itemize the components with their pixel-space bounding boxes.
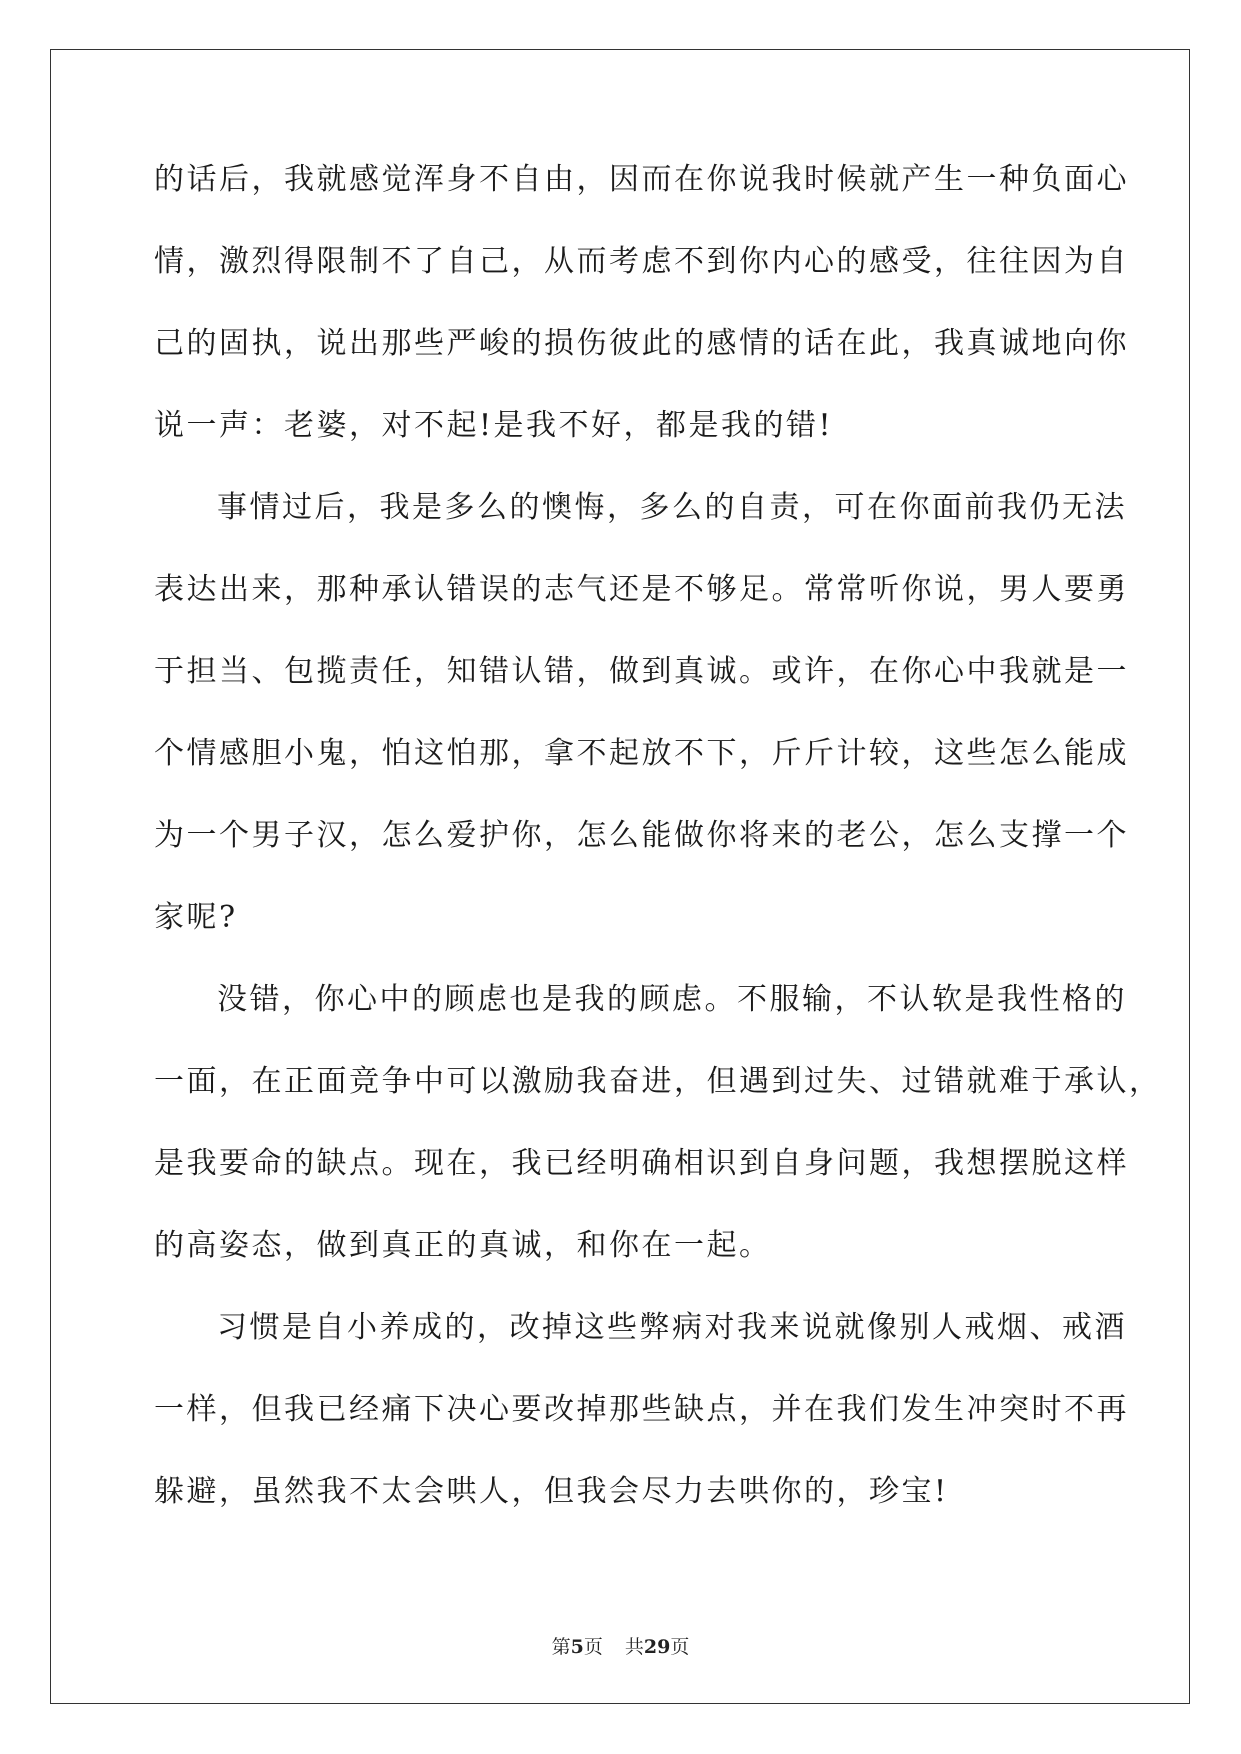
text-line: 个情感胆小鬼，怕这怕那，拿不起放不下，斤斤计较，这些怎么能成 bbox=[154, 736, 1129, 771]
total-suffix: 页 bbox=[670, 1636, 690, 1658]
text-line: 的话后，我就感觉浑身不自由，因而在你说我时候就产生一种负面心 bbox=[154, 162, 1129, 197]
paragraph-first-line: 没错，你心中的顾虑也是我的顾虑。不服输，不认软是我性格的 bbox=[217, 982, 1127, 1017]
total-pages: 29 bbox=[643, 1636, 671, 1658]
page-prefix: 第 bbox=[551, 1636, 571, 1658]
total-prefix: 共 bbox=[624, 1636, 644, 1658]
text-line: 说一声：老婆，对不起!是我不好，都是我的错! bbox=[154, 408, 834, 443]
page-footer bbox=[0, 1632, 1241, 1659]
text-line: 为一个男子汉，怎么爱护你，怎么能做你将来的老公，怎么支撑一个 bbox=[154, 818, 1129, 853]
text-line: 情，激烈得限制不了自己，从而考虑不到你内心的感受，往往因为自 bbox=[154, 244, 1129, 279]
text-line: 于担当、包揽责任，知错认错，做到真诚。或许，在你心中我就是一 bbox=[154, 654, 1129, 689]
text-line: 一面，在正面竞争中可以激励我奋进，但遇到过失、过错就难于承认， bbox=[154, 1064, 1162, 1099]
text-line: 是我要命的缺点。现在，我已经明确相识到自身问题，我想摆脱这样 bbox=[154, 1146, 1129, 1181]
text-line: 的高姿态，做到真正的真诚，和你在一起。 bbox=[154, 1228, 772, 1263]
document-body bbox=[154, 160, 1162, 1554]
text-line: 一样，但我已经痛下决心要改掉那些缺点，并在我们发生冲突时不再 bbox=[154, 1392, 1129, 1427]
text-line: 家呢? bbox=[154, 900, 238, 935]
text-line: 己的固执，说出那些严峻的损伤彼此的感情的话在此，我真诚地向你 bbox=[154, 326, 1129, 361]
text-line: 躲避，虽然我不太会哄人，但我会尽力去哄你的，珍宝! bbox=[154, 1474, 949, 1509]
page-number: 5 bbox=[570, 1636, 584, 1658]
text-line: 表达出来，那种承认错误的志气还是不够足。常常听你说，男人要勇 bbox=[154, 572, 1129, 607]
paragraph-first-line: 事情过后，我是多么的懊悔，多么的自责，可在你面前我仍无法 bbox=[217, 490, 1127, 525]
paragraph-first-line: 习惯是自小养成的，改掉这些弊病对我来说就像别人戒烟、戒酒 bbox=[217, 1310, 1127, 1345]
page-suffix: 页 bbox=[583, 1636, 603, 1658]
